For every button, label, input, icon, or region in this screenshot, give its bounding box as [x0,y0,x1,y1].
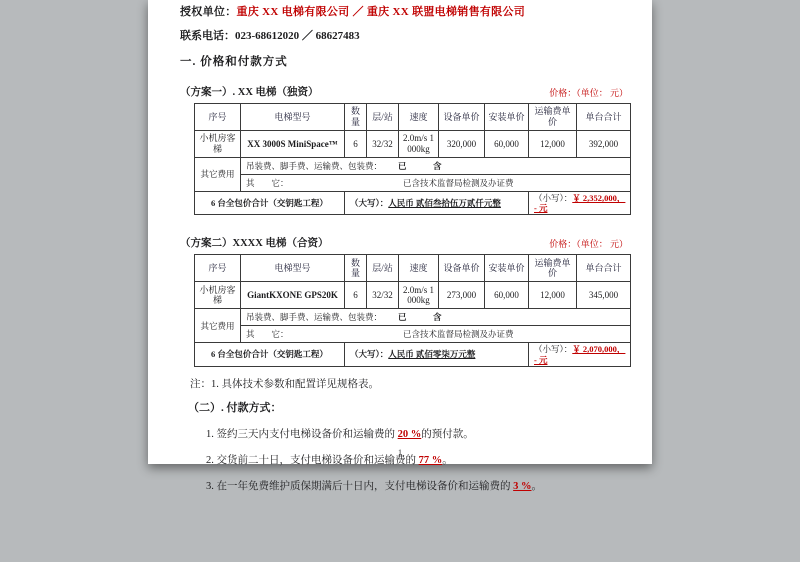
amount-words-label: （大写）： [350,198,389,209]
plan1-fee-row-1 [195,158,631,175]
plan1-data-row [195,131,631,158]
fee-other-label: 其 它： [246,329,289,340]
payment-item-1-suffix: 的预付款。 [421,428,474,440]
header-install-price: 安装单价 [485,104,529,131]
plan1-price-note: 价格：（单位： 元） [549,88,628,98]
amount-words-label: （大写）： [350,349,389,360]
cell-amount-digits [529,343,631,366]
plan2-title: （方案二）XXXX 电梯（合资） [180,238,329,250]
amount-digits-value: ￥ 2,070,000，- 元 [534,344,626,365]
contact-phone-label: 联系电话： [180,30,235,42]
plan2-quote-table [194,254,631,366]
document-page [148,0,652,492]
cell-other-fee-label: 其它费用 [195,158,241,192]
header-install-price: 安装单价 [485,255,529,282]
cell-unit-total: 345,000 [577,282,631,309]
cell-speed: 2.0m/s 1000kg [399,282,439,309]
cell-elevator-type: 小机房客梯 [195,131,241,158]
cell-unit-total: 392,000 [577,131,631,158]
amount-words-value: 人民币 贰佰叁拾伍万贰仟元整 [388,198,501,209]
authorized-unit-line [180,3,628,19]
header-unit-total: 单台合计 [577,104,631,131]
payment-section-title: （二）. 付款方式： [188,401,282,414]
cell-total-label: 6 台全包价合计（交钥匙工程） [195,343,345,366]
cell-fee-other [241,326,631,343]
cell-qty: 6 [345,282,367,309]
page-number: 1 [398,448,402,457]
section-title-price-payment: 一. 价格和付款方式 [180,56,288,68]
cell-speed: 2.0m/s 1000kg [399,131,439,158]
cell-freight-price: 12,000 [529,282,577,309]
payment-item-3-suffix: 。 [531,480,542,492]
amount-digits-value: ￥ 2,352,000，- 元 [534,193,626,214]
plan2-price-note: 价格：（单位： 元） [549,239,628,250]
payment-item-1-text: 1. 签约三天内支付电梯设备价和运输费的 [206,428,398,440]
cell-fee-other [241,175,631,192]
payment-item-3 [206,478,628,493]
contact-phone-line [180,27,628,43]
plan2-data-row [195,282,631,309]
cell-other-fee-label: 其它费用 [195,309,241,343]
cell-install-price: 60,000 [485,131,529,158]
fee-items-label: 吊装费、脚手费、运输费、包装费： [246,160,383,171]
contact-phone-value: 023-68612020 ／ 68627483 [235,30,360,42]
cell-install-price: 60,000 [485,282,529,309]
cell-fee-included [241,309,631,326]
header-qty: 数量 [345,255,367,282]
cell-amount-digits [529,192,631,215]
cell-elevator-model: GiantKXONE GPS20K [241,282,345,309]
header-speed: 速度 [399,104,439,131]
fee-other-label: 其 它： [246,177,289,188]
payment-item-1 [206,426,628,441]
plan2-fee-row-1 [195,309,631,326]
header-equip-price: 设备单价 [439,104,485,131]
plan2-total-row [195,343,631,366]
header-model: 电梯型号 [241,104,345,131]
plan1-header-row [195,104,631,131]
amount-digits-label: （小写）： [534,193,573,203]
cell-elevator-type: 小机房客梯 [195,282,241,309]
plan1-quote-table [194,103,631,215]
plan2-header-row [195,255,631,282]
amount-words-value: 人民币 贰佰零柒万元整 [388,349,476,360]
fee-other-value: 已含技术监督局检测及办证费 [403,177,514,188]
cell-floors: 32/32 [367,131,399,158]
note-line: 注：1. 具体技术参数和配置详见规格表。 [190,378,379,390]
cell-total-label: 6 台全包价合计（交钥匙工程） [195,192,345,215]
fee-items-label: 吊装费、脚手费、运输费、包装费： [246,312,383,323]
fee-included-value: 已 含 [398,312,451,323]
fee-other-wrap [246,178,628,188]
plan2-heading [180,235,628,250]
amount-digits-label: （小写）： [534,344,573,355]
header-qty: 数量 [345,104,367,131]
plan1-fee-row-2 [195,175,631,192]
header-freight-price: 运输费单价 [529,255,577,282]
fee-included-value: 已 含 [398,160,451,171]
plan2-fee-row-2 [195,326,631,343]
authorized-unit-label: 授权单位： [180,6,237,18]
authorized-unit-value: 重庆 XX 电梯有限公司 ／ 重庆 XX 联盟电梯销售有限公司 [236,6,526,18]
header-unit-total: 单台合计 [577,255,631,282]
payment-item-2-text: 2. 交货前二十日，支付电梯设备价和运输费的 [206,454,419,466]
payment-item-1-percent: 20 % [397,428,422,440]
payment-item-2-percent: 77 % [418,454,443,466]
header-floors: 层/站 [367,255,399,282]
cell-elevator-model: XX 3000S MiniSpace™ [241,131,345,158]
fee-other-value: 已含技术监督局检测及办证费 [403,329,514,340]
header-model: 电梯型号 [241,255,345,282]
payment-item-2-suffix: 。 [442,454,453,466]
plan1-title: （方案一）. XX 电梯（独资） [180,87,319,98]
cell-equip-price: 273,000 [439,282,485,309]
header-floors: 层/站 [367,104,399,131]
fee-other-wrap [246,329,628,339]
cell-equip-price: 320,000 [439,131,485,158]
header-seq: 序号 [195,104,241,131]
payment-item-3-text: 3. 在一年免费维护质保期满后十日内，支付电梯设备价和运输费的 [206,480,514,492]
cell-freight-price: 12,000 [529,131,577,158]
plan1-total-row [195,192,631,215]
cell-fee-included [241,158,631,175]
header-equip-price: 设备单价 [439,255,485,282]
payment-item-3-percent: 3 % [513,480,532,492]
header-speed: 速度 [399,255,439,282]
header-seq: 序号 [195,255,241,282]
header-freight-price: 运输费单价 [529,104,577,131]
cell-amount-words [345,192,529,215]
cell-floors: 32/32 [367,282,399,309]
plan1-heading [180,84,628,99]
cell-amount-words [345,343,529,366]
cell-qty: 6 [345,131,367,158]
